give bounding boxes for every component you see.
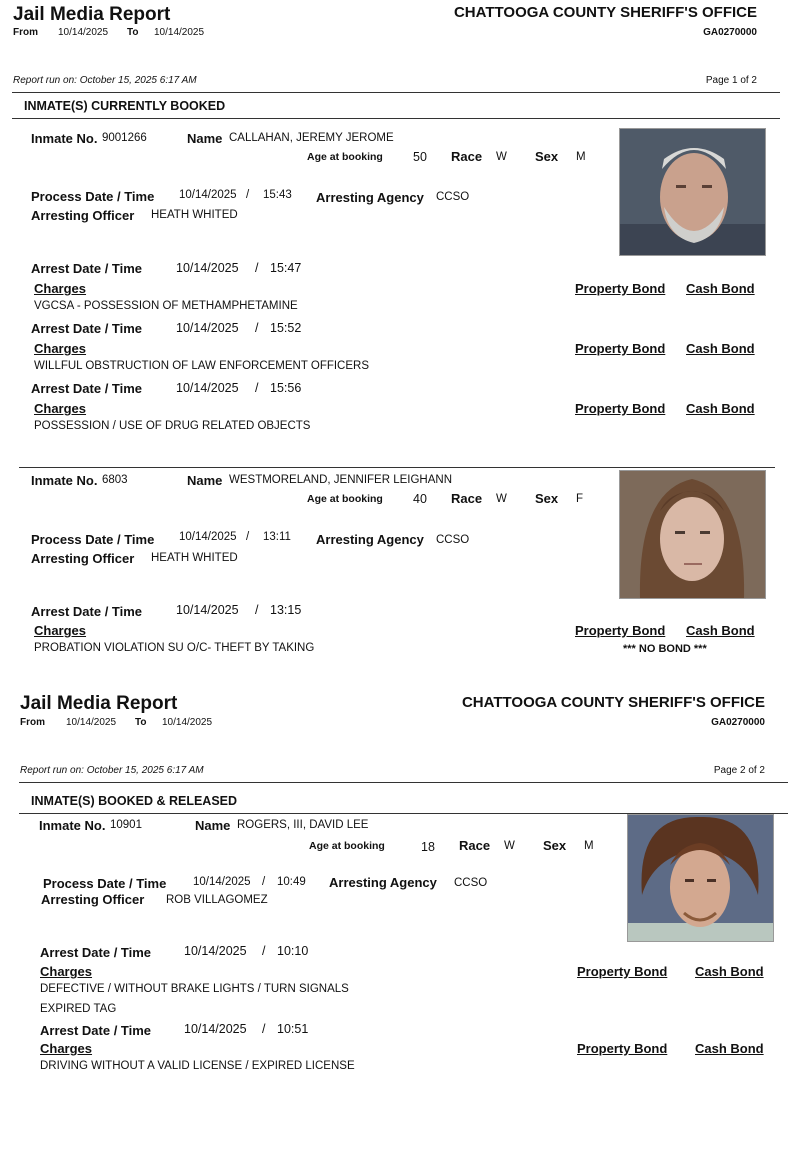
- race-label: Race: [459, 838, 491, 853]
- page-number: Page 1 of 2: [705, 75, 757, 86]
- agency-label: Arresting Agency: [329, 875, 437, 890]
- inmate-no-label: Inmate No.: [39, 818, 106, 833]
- sex-label: Sex: [543, 838, 567, 853]
- sex-value: M: [576, 151, 586, 163]
- charge: VGCSA - POSSESSION OF METHAMPHETAMINE: [34, 300, 298, 312]
- divider: [12, 92, 780, 93]
- agency-value: CCSO: [436, 191, 470, 203]
- run-on: Report run on: October 15, 2025 6:17 AM: [13, 75, 197, 86]
- charge: PROBATION VIOLATION SU O/C- THEFT BY TAKING: [34, 642, 315, 654]
- section-title: INMATE(S) CURRENTLY BOOKED: [24, 99, 226, 113]
- mugshot-image: [620, 129, 765, 255]
- property-bond-label: Property Bond: [577, 964, 668, 979]
- officer-value: ROB VILLAGOMEZ: [166, 894, 268, 906]
- ori-number: GA0270000: [711, 717, 765, 728]
- arrest-date: 10/14/2025: [184, 1022, 247, 1036]
- inmate-name: ROGERS, III, DAVID LEE: [237, 819, 369, 831]
- cash-bond-label: Cash Bond: [686, 623, 755, 638]
- charges-label: Charges: [40, 964, 93, 979]
- page-number: Page 2 of 2: [713, 765, 765, 776]
- name-label: Name: [187, 131, 223, 146]
- from-label: From: [13, 27, 38, 38]
- race-value: W: [496, 151, 507, 163]
- age-value: 50: [413, 150, 427, 164]
- slash: /: [262, 1022, 266, 1036]
- inmate-no-label: Inmate No.: [31, 131, 98, 146]
- arrest-time: 15:56: [270, 381, 302, 395]
- report-title: Jail Media Report: [20, 693, 178, 714]
- to-label: To: [135, 717, 147, 728]
- process-label: Process Date / Time: [31, 189, 155, 204]
- cash-bond-label: Cash Bond: [695, 1041, 764, 1056]
- divider: [12, 118, 780, 119]
- cash-bond-label: Cash Bond: [686, 341, 755, 356]
- process-date: 10/14/2025: [179, 189, 237, 201]
- run-on: Report run on: October 15, 2025 6:17 AM: [20, 765, 204, 776]
- process-date: 10/14/2025: [179, 531, 237, 543]
- cash-bond-label: Cash Bond: [695, 964, 764, 979]
- office-name: CHATTOOGA COUNTY SHERIFF'S OFFICE: [453, 4, 757, 21]
- arrest-time: 15:52: [270, 321, 302, 335]
- charge: WILLFUL OBSTRUCTION OF LAW ENFORCEMENT OFFICERS: [34, 360, 370, 372]
- arrest-label: Arrest Date / Time: [40, 1023, 152, 1038]
- agency-label: Arresting Agency: [316, 190, 424, 205]
- process-date: 10/14/2025: [193, 876, 251, 888]
- age-label: Age at booking: [309, 840, 385, 852]
- mugshot-photo: [619, 128, 766, 256]
- to-date: 10/14/2025: [162, 717, 213, 728]
- arrest-date: 10/14/2025: [176, 603, 239, 617]
- ori-number: GA0270000: [703, 27, 757, 38]
- agency-value: CCSO: [436, 534, 470, 546]
- process-time: 10:49: [277, 876, 306, 888]
- to-label: To: [127, 27, 139, 38]
- arrest-time: 10:51: [277, 1022, 309, 1036]
- slash: /: [255, 381, 259, 395]
- charges-label: Charges: [40, 1041, 93, 1056]
- officer-label: Arresting Officer: [31, 551, 135, 566]
- property-bond-label: Property Bond: [575, 401, 666, 416]
- from-date: 10/14/2025: [66, 717, 117, 728]
- age-value: 18: [421, 840, 435, 854]
- no-bond-note: *** NO BOND ***: [623, 643, 707, 655]
- arrest-label: Arrest Date / Time: [40, 945, 152, 960]
- age-label: Age at booking: [307, 493, 383, 505]
- sex-label: Sex: [535, 491, 559, 506]
- age-value: 40: [413, 492, 427, 506]
- race-label: Race: [451, 491, 483, 506]
- age-label: Age at booking: [307, 151, 383, 163]
- sex-value: M: [584, 840, 594, 852]
- inmate-no-label: Inmate No.: [31, 473, 98, 488]
- race-value: W: [496, 493, 507, 505]
- race-label: Race: [451, 149, 483, 164]
- arrest-label: Arrest Date / Time: [31, 321, 143, 336]
- mugshot-photo: [619, 470, 766, 599]
- slash: /: [246, 531, 250, 543]
- agency-value: CCSO: [454, 877, 488, 889]
- arrest-label: Arrest Date / Time: [31, 261, 143, 276]
- inmate-no: 10901: [110, 819, 142, 831]
- charges-label: Charges: [34, 341, 87, 356]
- arrest-label: Arrest Date / Time: [31, 604, 143, 619]
- slash: /: [255, 321, 259, 335]
- agency-label: Arresting Agency: [316, 532, 424, 547]
- name-label: Name: [195, 818, 231, 833]
- from-date: 10/14/2025: [58, 27, 109, 38]
- mugshot-image: [628, 815, 773, 941]
- divider: [19, 467, 775, 468]
- property-bond-label: Property Bond: [575, 281, 666, 296]
- inmate-name: WESTMORELAND, JENNIFER LEIGHANN: [229, 474, 452, 486]
- process-time: 13:11: [263, 531, 291, 543]
- mugshot-photo: [627, 814, 774, 942]
- from-label: From: [20, 717, 45, 728]
- charges-label: Charges: [34, 623, 87, 638]
- slash: /: [255, 603, 259, 617]
- inmate-no: 9001266: [102, 132, 147, 144]
- charge: DEFECTIVE / WITHOUT BRAKE LIGHTS / TURN SIGNALS: [40, 983, 349, 995]
- arrest-date: 10/14/2025: [176, 321, 239, 335]
- to-date: 10/14/2025: [154, 27, 205, 38]
- inmate-no: 6803: [102, 474, 128, 486]
- charge: DRIVING WITHOUT A VALID LICENSE / EXPIRED LICENSE: [40, 1060, 355, 1072]
- property-bond-label: Property Bond: [577, 1041, 668, 1056]
- arrest-date: 10/14/2025: [176, 381, 239, 395]
- officer-value: HEATH WHITED: [151, 209, 238, 221]
- process-time: 15:43: [263, 189, 292, 201]
- charges-label: Charges: [34, 281, 87, 296]
- race-value: W: [504, 840, 515, 852]
- slash: /: [255, 261, 259, 275]
- arrest-date: 10/14/2025: [184, 944, 247, 958]
- charge: EXPIRED TAG: [40, 1003, 117, 1015]
- cash-bond-label: Cash Bond: [686, 401, 755, 416]
- arrest-time: 15:47: [270, 261, 302, 275]
- sex-label: Sex: [535, 149, 559, 164]
- slash: /: [246, 189, 250, 201]
- arrest-date: 10/14/2025: [176, 261, 239, 275]
- officer-value: HEATH WHITED: [151, 552, 238, 564]
- officer-label: Arresting Officer: [41, 892, 145, 907]
- section-title: INMATE(S) BOOKED & RELEASED: [31, 794, 238, 808]
- report-title: Jail Media Report: [13, 4, 171, 25]
- arrest-time: 10:10: [277, 944, 309, 958]
- arrest-time: 13:15: [270, 603, 302, 617]
- slash: /: [262, 944, 266, 958]
- divider: [19, 782, 788, 783]
- process-label: Process Date / Time: [31, 532, 155, 547]
- property-bond-label: Property Bond: [575, 623, 666, 638]
- charge: POSSESSION / USE OF DRUG RELATED OBJECTS: [34, 420, 311, 432]
- cash-bond-label: Cash Bond: [686, 281, 755, 296]
- name-label: Name: [187, 473, 223, 488]
- arrest-label: Arrest Date / Time: [31, 381, 143, 396]
- sex-value: F: [576, 493, 584, 505]
- charges-label: Charges: [34, 401, 87, 416]
- process-label: Process Date / Time: [43, 876, 167, 891]
- slash: /: [262, 876, 266, 888]
- inmate-name: CALLAHAN, JEREMY JEROME: [229, 132, 394, 144]
- mugshot-image: [620, 471, 765, 598]
- office-name: CHATTOOGA COUNTY SHERIFF'S OFFICE: [461, 694, 765, 711]
- officer-label: Arresting Officer: [31, 208, 135, 223]
- property-bond-label: Property Bond: [575, 341, 666, 356]
